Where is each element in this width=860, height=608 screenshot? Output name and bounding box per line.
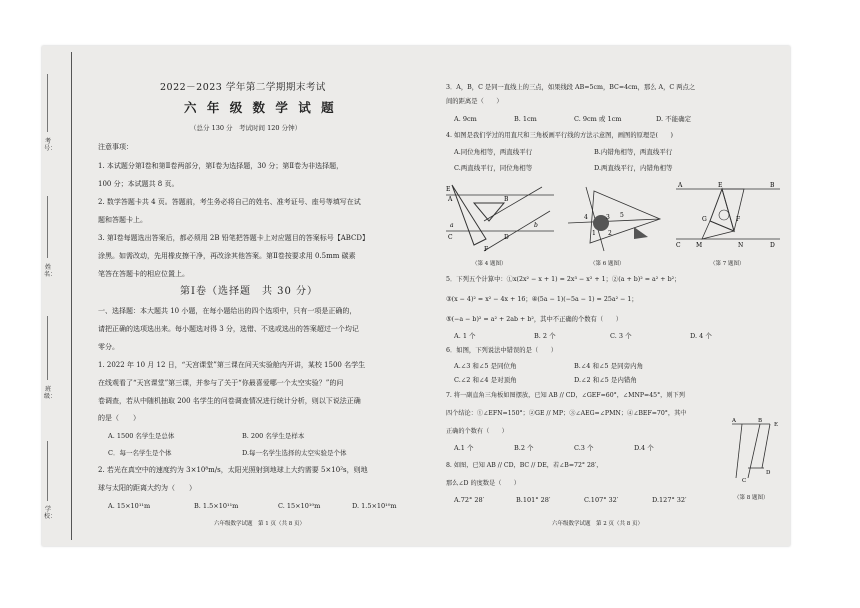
fig4-label-f: F xyxy=(484,246,489,253)
fig6-label-4: 4 xyxy=(584,214,588,221)
instruction-line: 请把正确的选项选出来。每小题选对得 3 分，选错、不选或选出的答案超过一个均记 xyxy=(98,325,359,333)
question-5-option-b: B. 2 个 xyxy=(534,332,556,340)
question-3-option-d: D. 不能确定 xyxy=(656,115,692,123)
question-8-option-b: B.101° 28′ xyxy=(516,496,551,504)
question-4-option-a: A.同位角相等，两直线平行 xyxy=(454,148,533,156)
fig4-label-c: C xyxy=(448,234,453,241)
question-7-option-a: A.1 个 xyxy=(454,444,474,452)
figure-6-diagram xyxy=(564,181,664,255)
fig4-label-b-line: b xyxy=(534,222,538,229)
binding-label-name: 姓名： xyxy=(44,264,57,278)
question-2-option-c: C. 15×10¹⁰m xyxy=(278,502,321,510)
fig4-label-d: D xyxy=(504,234,509,241)
question-1-option-c: C．每一名学生是个体 xyxy=(108,449,172,457)
exam-paper xyxy=(42,46,790,546)
notes-heading: 注意事项： xyxy=(98,143,133,151)
binding-margin xyxy=(42,46,76,546)
figure-8-caption: （第 8 题图） xyxy=(734,495,769,501)
question-3-line: 间的距离是（ ） xyxy=(446,98,503,105)
question-6-option-b: B.∠4 和∠5 是同旁内角 xyxy=(574,362,644,370)
question-4-line: 4. 如图是我们学过的用直尺和三角板画平行线的方法示意图，画图的原理是( ) xyxy=(446,132,674,139)
fig7-label-d: D xyxy=(770,242,775,249)
fig6-label-3: 3 xyxy=(606,214,610,221)
fig7-label-g: G xyxy=(702,216,707,223)
fig7-label-c: C xyxy=(676,242,681,249)
fig6-label-1: 1 xyxy=(592,230,596,237)
fig7-label-e: E xyxy=(718,182,723,189)
question-5-option-a: A. 1 个 xyxy=(454,332,476,340)
question-7-line: 7. 将一副直角三角板如图摆放，已知 AB // CD，∠GEF=60°，∠MNP=45°，则下列 xyxy=(446,392,685,399)
fig7-label-n: N xyxy=(738,242,744,249)
fig6-label-5: 5 xyxy=(620,212,624,219)
fig8-label-b: B xyxy=(758,418,763,424)
question-3-option-c: C. 9cm 或 1cm xyxy=(574,115,622,123)
figure-8-diagram xyxy=(730,416,782,488)
question-1-line: 1. 2022 年 10 月 12 日，“天宫课堂”第三课在问天实验舱内开讲，某校 1500 名学生 xyxy=(98,361,366,369)
figure-4-caption: （第 4 题图） xyxy=(472,261,507,267)
question-6-option-d: D.∠2 和∠5 是内错角 xyxy=(574,376,637,384)
note-line: 涂黑。如需改动，先用橡皮擦干净，再改涂其他答案。第Ⅱ卷按要求用 0.5mm 碳素 xyxy=(98,252,356,260)
binding-label-class: 班级： xyxy=(44,386,57,400)
question-5-line: ③(x − 4)² = x² − 4x + 16；④(5a − 1)(−5a − 1) = 25a² − 1； xyxy=(446,296,638,303)
figure-4-diagram xyxy=(444,181,556,255)
fig8-label-e: E xyxy=(774,422,779,428)
question-5-option-d: D. 4 个 xyxy=(690,332,712,340)
fig4-label-a-line: a xyxy=(450,222,454,229)
question-8-option-c: C.107° 32′ xyxy=(584,496,619,504)
binding-line xyxy=(71,52,72,540)
fig7-label-b: B xyxy=(770,182,775,189)
page-footer: 六年级数学试题 第 2 页（共 8 页） xyxy=(552,521,643,527)
page-left xyxy=(82,46,424,546)
question-2-option-d: D. 1.5×10¹⁰m xyxy=(352,502,397,510)
binding-label-exam-number: 考号： xyxy=(44,138,57,152)
question-2-line: 球与太阳的距离大约为（ ） xyxy=(98,484,196,492)
question-3-option-b: B. 1cm xyxy=(514,115,537,123)
fig8-label-a: A xyxy=(732,418,736,424)
figure-6-caption: （第 6 题图） xyxy=(590,261,625,267)
page-right xyxy=(434,46,784,546)
exam-title: 六 年 级 数 学 试 题 xyxy=(184,100,337,115)
binding-blank xyxy=(47,74,48,132)
instruction-line: 零分。 xyxy=(98,343,119,351)
binding-label-school: 学校： xyxy=(44,506,57,520)
question-8-option-d: D.127° 32′ xyxy=(652,496,687,504)
fig4-label-b: B xyxy=(504,196,509,203)
fig6-label-2: 2 xyxy=(608,230,612,237)
question-1-line: 在线观看了“天宫课堂”第三课，并参与了关于“你最喜爱哪一个太空实验？”的问 xyxy=(98,379,344,387)
question-6-option-a: A.∠3 和∠5 是同位角 xyxy=(454,362,517,370)
question-5-line: ⑤(−a − b)² = a² + 2ab + b²，其中不正确的个数有（ ） xyxy=(446,316,623,323)
question-1-option-d: D.每一名学生选择的太空实验是个体 xyxy=(242,449,347,457)
question-7-option-b: B.2 个 xyxy=(514,444,534,452)
fig4-label-a: A xyxy=(448,196,453,203)
page-footer: 六年级数学试题 第 1 页（共 8 页） xyxy=(214,521,305,527)
note-line: 2. 数学答题卡共 4 页。答题前，考生务必将自己的姓名、准考证号、座号等填写在试 xyxy=(98,198,361,206)
note-line: 题和答题卡上。 xyxy=(98,216,147,224)
note-line: 3. 第Ⅰ卷每题选出答案后，都必须用 2B 铅笔把答题卡上对应题目的答案标号【ABCD】 xyxy=(98,234,370,242)
fig7-label-f: F xyxy=(736,216,741,223)
question-8-line: 那么∠D 的度数是（ ） xyxy=(446,480,520,487)
note-line: 100 分；本试题共 8 页。 xyxy=(98,180,179,188)
question-4-option-c: C.两直线平行，同位角相等 xyxy=(454,164,533,172)
question-7-line: 四个结论：①∠EFN=150°；②GE // MP；③∠AEG=∠PMN；④∠BEF=70°，其中 xyxy=(446,410,687,417)
fig8-label-c: C xyxy=(742,478,747,484)
question-8-line: 8. 如图，已知 AB // CD，BC // DE，若∠B=72° 28′， xyxy=(446,462,603,469)
instruction-line: 一、选择题：本大题共 10 小题，在每小题给出的四个选项中，只有一项是正确的， xyxy=(98,307,357,315)
fig8-label-d: D xyxy=(766,470,771,476)
binding-blank xyxy=(47,441,48,501)
exam-subtitle: （总分 130 分 考试时间 120 分钟） xyxy=(190,124,302,132)
note-line: 笔答在答题卡的相应位置上。 xyxy=(98,270,189,278)
binding-blank xyxy=(47,316,48,380)
question-5-line: 5．下列五个计算中：①x(2x² − x + 1) = 2x³ − x² + 1；②(a + b)² = a² + b²； xyxy=(446,276,681,283)
question-7-option-d: D.4 个 xyxy=(634,444,654,452)
question-4-option-d: D.两直线平行，内错角相等 xyxy=(594,164,673,172)
note-line: 1. 本试题分第Ⅰ卷和第Ⅱ卷两部分，第Ⅰ卷为选择题，30 分；第Ⅱ卷为非选择题， xyxy=(98,162,344,170)
question-6-option-c: C.∠2 和∠4 是对顶角 xyxy=(454,376,517,384)
fig7-label-m: M xyxy=(696,242,703,249)
exam-term-title: 2022－2023 学年第二学期期末考试 xyxy=(160,82,326,93)
fig7-label-a: A xyxy=(678,182,683,189)
question-2-line: 2. 若光在真空中的速度约为 3×10⁸m/s，太阳光照射到地球上大约需要 5×10²s，则地 xyxy=(98,466,368,474)
section-heading: 第Ⅰ卷（选择题 共 30 分） xyxy=(180,286,319,297)
question-3-option-a: A. 9cm xyxy=(454,115,477,123)
binding-blank xyxy=(47,196,48,258)
question-1-line: 的是（ ） xyxy=(98,414,140,422)
question-7-option-c: C.3 个 xyxy=(574,444,594,452)
question-7-line: 正确的个数有（ ） xyxy=(446,428,508,435)
figure-7-caption: （第 7 题图） xyxy=(710,261,745,267)
question-4-option-b: B.内错角相等，两直线平行 xyxy=(594,148,673,156)
question-2-option-a: A. 15×10¹¹m xyxy=(108,502,151,510)
fig4-label-e: E xyxy=(446,186,451,193)
question-8-option-a: A.72° 28′ xyxy=(454,496,485,504)
question-1-option-b: B. 200 名学生是样本 xyxy=(242,432,305,440)
question-2-option-b: B. 1.5×10¹¹m xyxy=(194,502,239,510)
question-5-option-c: C. 3 个 xyxy=(610,332,632,340)
figure-7-diagram xyxy=(672,181,782,255)
question-1-option-a: A. 1500 名学生是总体 xyxy=(108,432,175,440)
question-3-line: 3．A，B，C 是同一直线上的三点，如果线段 AB=5cm，BC=4cm，那么 A，C 两点之 xyxy=(446,84,696,91)
question-6-line: 6．如图，下列说法中错误的是（ ） xyxy=(446,347,558,354)
question-1-line: 卷调查，若从中随机抽取 200 名学生的问卷调查情况进行统计分析，则以下说法正确 xyxy=(98,397,361,405)
